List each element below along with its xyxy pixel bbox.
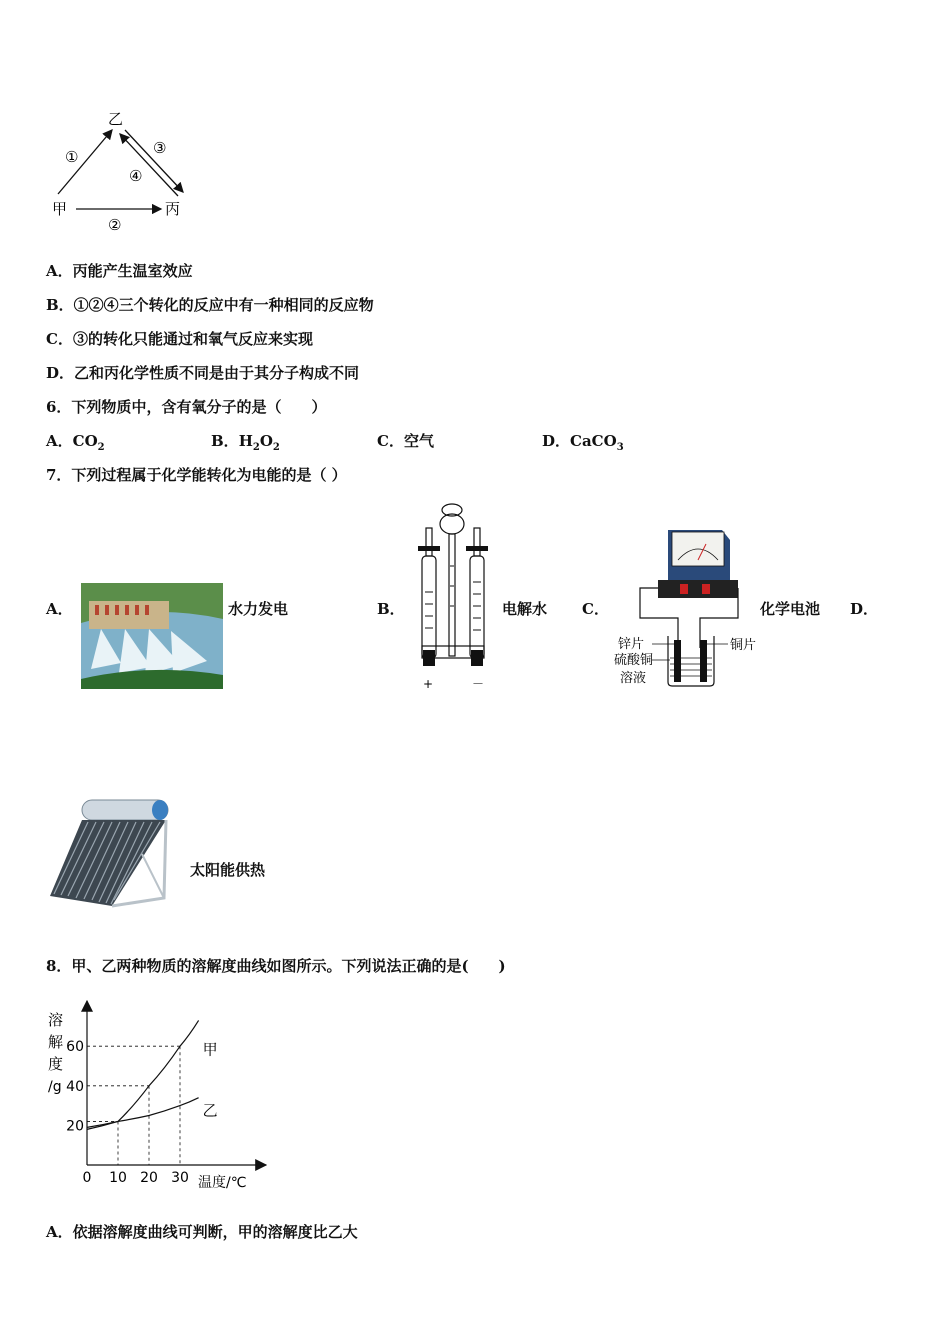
q6-a-sub: 2 <box>97 442 105 453</box>
x-tick-10: 10 <box>109 1170 127 1186</box>
arrow-4 <box>120 134 178 196</box>
q6-d-sub: 3 <box>616 442 624 453</box>
y-tick-20: 20 <box>66 1118 84 1135</box>
x-tick-30: 30 <box>171 1170 189 1186</box>
x-tick-0: 0 <box>82 1170 92 1186</box>
arrow-2-label: ② <box>108 216 122 234</box>
node-b: 乙 <box>108 110 124 128</box>
series-label-yi: 乙 <box>202 1101 218 1120</box>
solution-label-2: 溶液 <box>620 671 647 686</box>
q5-option-d: D．乙和丙化学性质不同是由于其分子构成不同 <box>46 364 360 382</box>
arrow-1-label: ① <box>65 148 79 166</box>
solution-label-1: 硫酸铜 <box>614 653 654 668</box>
electrode-minus: － <box>472 677 485 691</box>
series-label-jia: 甲 <box>202 1040 218 1059</box>
q6-a-formula: CO <box>72 432 98 450</box>
q7-b-label: B． <box>377 600 405 618</box>
q7-a-caption: 水力发电 <box>228 600 289 618</box>
ylabel-char-2: 解 <box>48 1033 64 1051</box>
transformation-diagram <box>40 100 210 240</box>
ylabel-char-1: 溶 <box>48 1011 64 1029</box>
battery-apparatus <box>612 524 762 689</box>
ylabel-char-4: /g <box>48 1079 62 1095</box>
q6-b-label: B． <box>211 432 239 450</box>
q5-option-b: B．①②④三个转化的反应中有一种相同的反应物 <box>46 296 374 314</box>
q6-d-formula: CaCO <box>570 432 617 450</box>
x-axis-label: 温度/℃ <box>198 1175 247 1191</box>
curve-jia <box>87 1020 199 1129</box>
q7-b-caption: 电解水 <box>502 600 548 618</box>
q6-option-a <box>46 431 105 458</box>
zinc-label: 锌片 <box>618 637 645 652</box>
y-tick-40: 40 <box>66 1078 84 1095</box>
q6-b-sub1: 2 <box>252 442 260 453</box>
electrolysis-apparatus <box>404 496 500 694</box>
q6-stem: 6．下列物质中，含有氧分子的是（ ） <box>46 398 327 416</box>
q5-option-a: A．丙能产生温室效应 <box>46 262 193 280</box>
node-a: 甲 <box>52 200 68 218</box>
q6-option-d <box>542 431 624 458</box>
q6-option-c: C．空气 <box>377 432 434 450</box>
q6-d-label: D． <box>542 432 571 450</box>
arrow-3-label: ③ <box>153 139 167 157</box>
q7-d-caption: 太阳能供热 <box>190 861 266 879</box>
x-tick-20: 20 <box>140 1170 158 1186</box>
q6-b-h: H <box>238 432 253 450</box>
y-tick-60: 60 <box>66 1039 84 1056</box>
node-c: 丙 <box>165 200 181 218</box>
q6-option-b <box>211 431 280 458</box>
q6-b-sub2: 2 <box>272 442 280 453</box>
q7-d-label: D． <box>850 600 879 618</box>
copper-label: 铜片 <box>730 638 757 653</box>
q6-a-label: A． <box>46 432 73 450</box>
hydropower-image <box>81 583 223 689</box>
q8-stem: 8．甲、乙两种物质的溶解度曲线如图所示。下列说法正确的是( ) <box>46 957 506 975</box>
q7-a-label: A． <box>46 600 73 618</box>
solubility-chart <box>40 995 280 1195</box>
q8-option-a: A．依据溶解度曲线可判断，甲的溶解度比乙大 <box>46 1223 358 1241</box>
solar-heater-image <box>46 794 174 918</box>
q7-c-label: C． <box>582 600 609 618</box>
electrode-plus: + <box>423 677 434 691</box>
arrow-4-label: ④ <box>129 167 143 185</box>
q7-stem: 7．下列过程属于化学能转化为电能的是（ ） <box>46 466 347 484</box>
q5-option-c: C．③的转化只能通过和氧气反应来实现 <box>46 330 313 348</box>
curve-yi <box>87 1098 199 1128</box>
q6-b-o: O <box>259 432 273 450</box>
q7-c-caption: 化学电池 <box>760 600 821 618</box>
ylabel-char-3: 度 <box>48 1055 64 1073</box>
